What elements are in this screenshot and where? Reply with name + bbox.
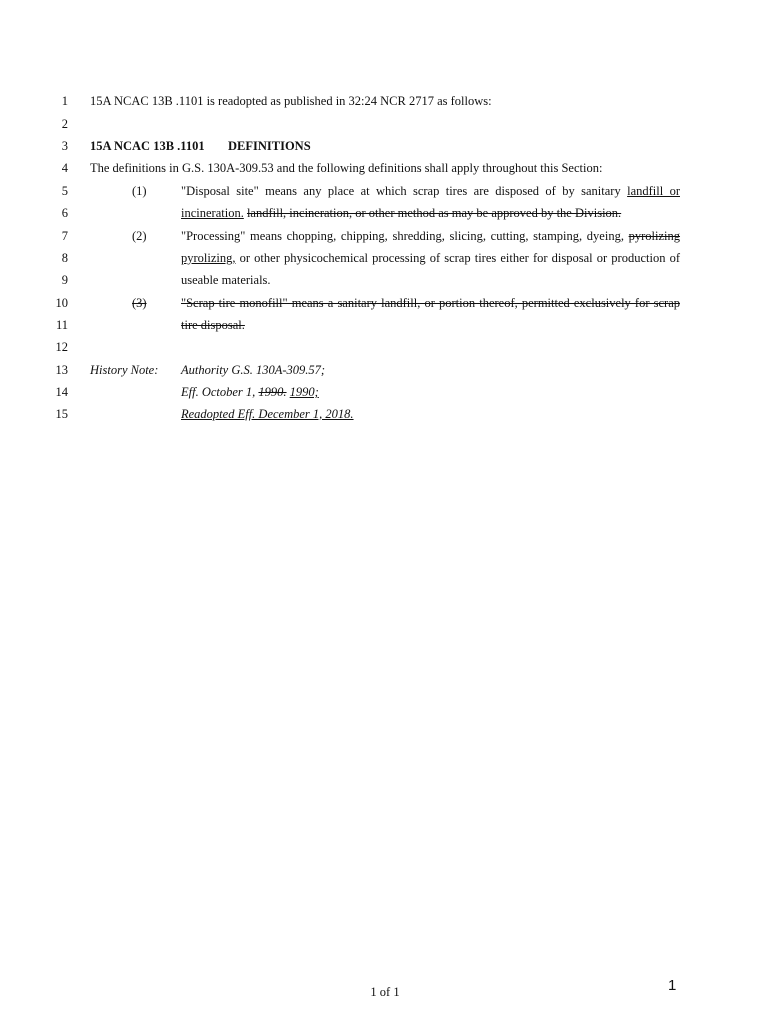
- item2-line3: useable materials.: [181, 273, 271, 287]
- item2-line1: [181, 229, 680, 244]
- deleted-text: 1990.: [258, 385, 287, 399]
- deleted-text: landfill, incineration, or other method as may be approved by the Division.: [246, 206, 622, 220]
- rule-lead: The definitions in G.S. 130A-309.53 and the following definitions shall apply throughout this Section:: [90, 161, 603, 175]
- item-number: (3): [132, 296, 147, 310]
- line-number: 14: [55, 385, 68, 399]
- line-number: 12: [55, 340, 68, 354]
- line-number: 6: [61, 206, 68, 220]
- line-number: 7: [61, 229, 68, 243]
- history-effective: [181, 385, 319, 400]
- history-eff-prefix: Eff. October 1,: [181, 385, 256, 399]
- history-authority: Authority G.S. 130A-309.57;: [181, 363, 326, 377]
- item1-line2: [181, 206, 621, 221]
- page-of-footer: 1 of 1: [370, 985, 400, 999]
- line-number: 10: [55, 296, 68, 310]
- item-number: (1): [132, 184, 147, 198]
- item3-line1: "Scrap tire monofill" means a sanitary landfill, or portion thereof, permitted exclusively for scrap: [181, 296, 680, 310]
- line-number: 15: [55, 407, 68, 421]
- deleted-text: pyrolizing: [628, 229, 681, 243]
- line-number: 9: [61, 273, 68, 287]
- inserted-text: incineration.: [181, 206, 244, 220]
- line-number: 8: [61, 251, 68, 265]
- line-number: 3: [61, 139, 68, 153]
- line-number: 5: [61, 184, 68, 198]
- line-number: 11: [55, 318, 68, 332]
- inserted-text: pyrolizing,: [181, 251, 236, 265]
- rule-citation: 15A NCAC 13B .1101: [90, 139, 205, 153]
- inserted-text: 1990;: [289, 385, 319, 399]
- item-number: (2): [132, 229, 147, 243]
- line-number: 4: [61, 161, 68, 175]
- item1-line1: [181, 184, 680, 199]
- rule-heading: DEFINITIONS: [228, 139, 311, 153]
- item2-line2: [181, 251, 680, 266]
- item3-line2: tire disposal.: [181, 318, 245, 332]
- item2-text: "Processing" means chopping, chipping, shredding, slicing, cutting, stamping, dyeing,: [181, 229, 624, 243]
- line-number: 2: [61, 117, 68, 131]
- line-number: 1: [61, 94, 68, 108]
- intro-line: 15A NCAC 13B .1101 is readopted as published in 32:24 NCR 2717 as follows:: [90, 94, 492, 108]
- history-label: History Note:: [90, 363, 159, 377]
- item2-text: or other physicochemical processing of scrap tires either for disposal or production of: [239, 251, 680, 265]
- item1-text: "Disposal site" means any place at which scrap tires are disposed of by sanitary: [181, 184, 621, 198]
- inserted-text: landfill or: [627, 184, 680, 198]
- line-number: 13: [55, 363, 68, 377]
- page-number: 1: [668, 977, 677, 994]
- history-readopted: Readopted Eff. December 1, 2018.: [181, 407, 354, 421]
